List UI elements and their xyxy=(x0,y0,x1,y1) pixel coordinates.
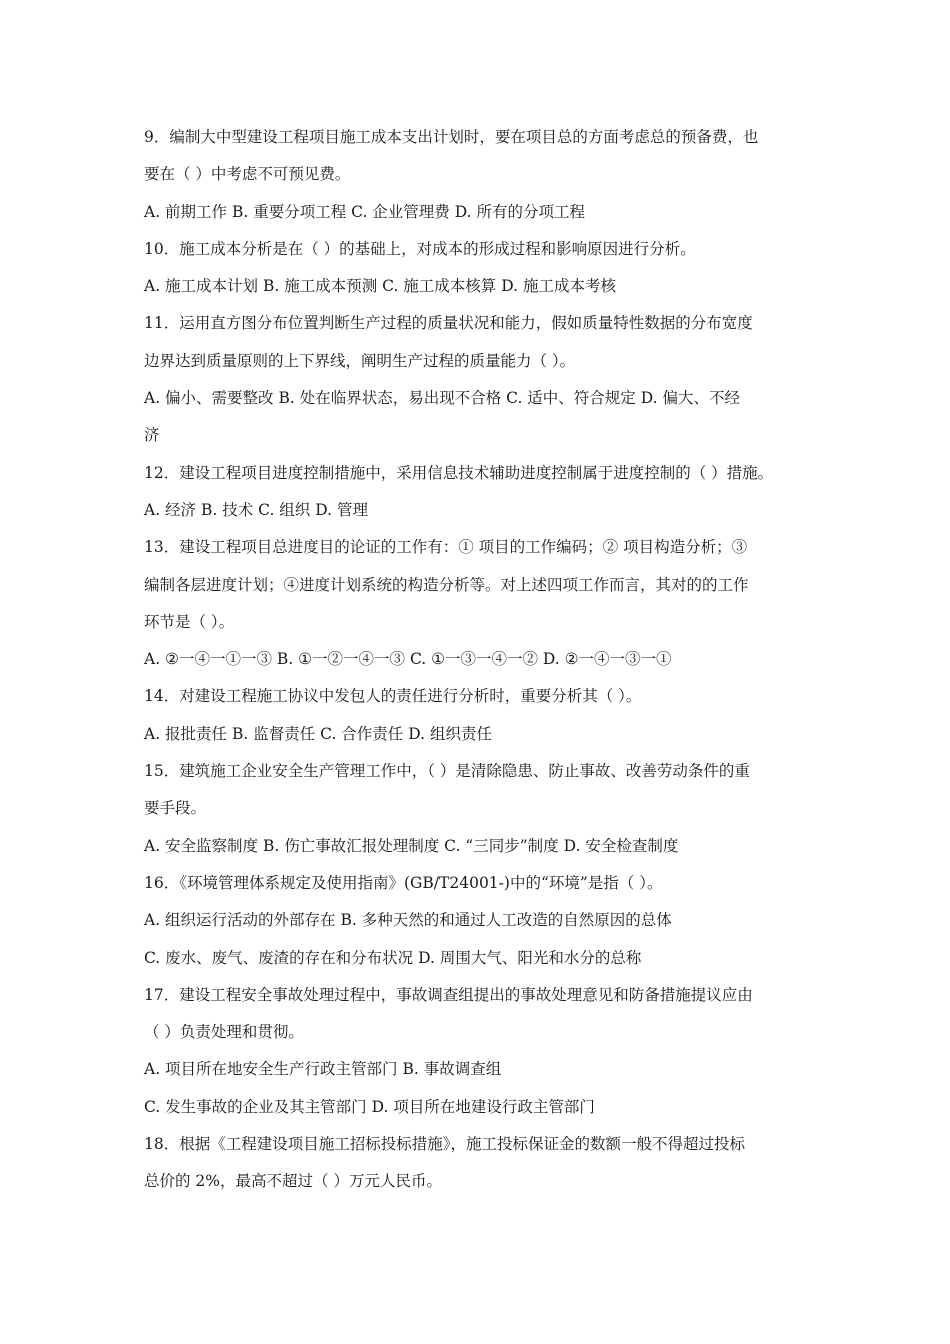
question-11-line-1: 11．运用直方图分布位置判断生产过程的质量状况和能力，假如质量特性数据的分布宽度 xyxy=(144,314,753,333)
question-13-line-1: 13．建设工程项目总进度目的论证的工作有：① 项目的工作编码；② 项目构造分析；③ xyxy=(144,538,748,557)
question-10: 10．施工成本分析是在（ ）的基础上，对成本的形成过程和影响原因进行分析。 xyxy=(144,239,696,258)
question-14: 14．对建设工程施工协议中发包人的责任进行分析时，重要分析其（ ）。 xyxy=(144,687,642,706)
document-body xyxy=(144,122,824,1204)
question-13-line-2: 编制各层进度计划；④进度计划系统的构造分析等。对上述四项工作而言，其对的的工作 xyxy=(144,575,749,594)
question-15-options: A. 安全监察制度 B. 伤亡事故汇报处理制度 C. “三同步”制度 D. 安全检查制度 xyxy=(144,836,679,855)
question-17-line-2: （ ）负责处理和贯彻。 xyxy=(144,1023,304,1042)
question-17-options-line-1: A. 项目所在地安全生产行政主管部门 B. 事故调查组 xyxy=(144,1060,502,1079)
question-13-line-3: 环节是（ ）。 xyxy=(144,612,235,631)
question-14-options: A. 报批责任 B. 监督责任 C. 合作责任 D. 组织责任 xyxy=(144,724,492,743)
question-11-line-2: 边界达到质量原则的上下界线，阐明生产过程的质量能力（ ）。 xyxy=(144,351,576,370)
question-17-options-line-2: C. 发生事故的企业及其主管部门 D. 项目所在地建设行政主管部门 xyxy=(144,1097,595,1116)
question-12-options: A. 经济 B. 技术 C. 组织 D. 管理 xyxy=(144,500,368,519)
question-13-options: A. ②一④一①一③ B. ①一②一④一③ C. ①一③一④一② D. ②一④一③一① xyxy=(144,650,672,669)
question-16-options-line-1: A. 组织运行活动的外部存在 B. 多种天然的和通过人工改造的自然原因的总体 xyxy=(144,911,672,930)
question-18-line-2: 总价的 2%，最高不超过（ ）万元人民币。 xyxy=(144,1172,442,1191)
question-12: 12．建设工程项目进度控制措施中，采用信息技术辅助进度控制属于进度控制的（ ）措施。 xyxy=(144,463,774,482)
question-9-options: A. 前期工作 B. 重要分项工程 C. 企业管理费 D. 所有的分项工程 xyxy=(144,202,585,221)
question-17-line-1: 17．建设工程安全事故处理过程中，事故调查组提出的事故处理意见和防备措施提议应由 xyxy=(144,985,753,1004)
question-18-line-1: 18．根据《工程建设项目施工招标投标措施》，施工投标保证金的数额一般不得超过投标 xyxy=(144,1135,745,1154)
question-9-line-2: 要在（ ）中考虑不可预见费。 xyxy=(144,165,351,184)
question-11-options-line-1: A. 偏小、需要整改 B. 处在临界状态，易出现不合格 C. 适中、符合规定 D. 偏大、不经 xyxy=(144,389,740,408)
question-16-options-line-2: C. 废水、废气、废渣的存在和分布状况 D. 周围大气、阳光和水分的总称 xyxy=(144,948,642,967)
question-10-options: A. 施工成本计划 B. 施工成本预测 C. 施工成本核算 D. 施工成本考核 xyxy=(144,277,616,296)
question-15-line-2: 要手段。 xyxy=(144,799,207,818)
question-15-line-1: 15．建筑施工企业安全生产管理工作中，（ ）是清除隐患、防止事故、改善劳动条件的重 xyxy=(144,762,750,781)
question-16: 16．《环境管理体系规定及使用指南》(GB/T24001-)中的“环境”是指（ ）。 xyxy=(144,873,663,892)
question-9-line-1: 9．编制大中型建设工程项目施工成本支出计划时，要在项目总的方面考虑总的预备费，也 xyxy=(144,128,759,146)
question-11-options-line-2: 济 xyxy=(144,426,160,445)
